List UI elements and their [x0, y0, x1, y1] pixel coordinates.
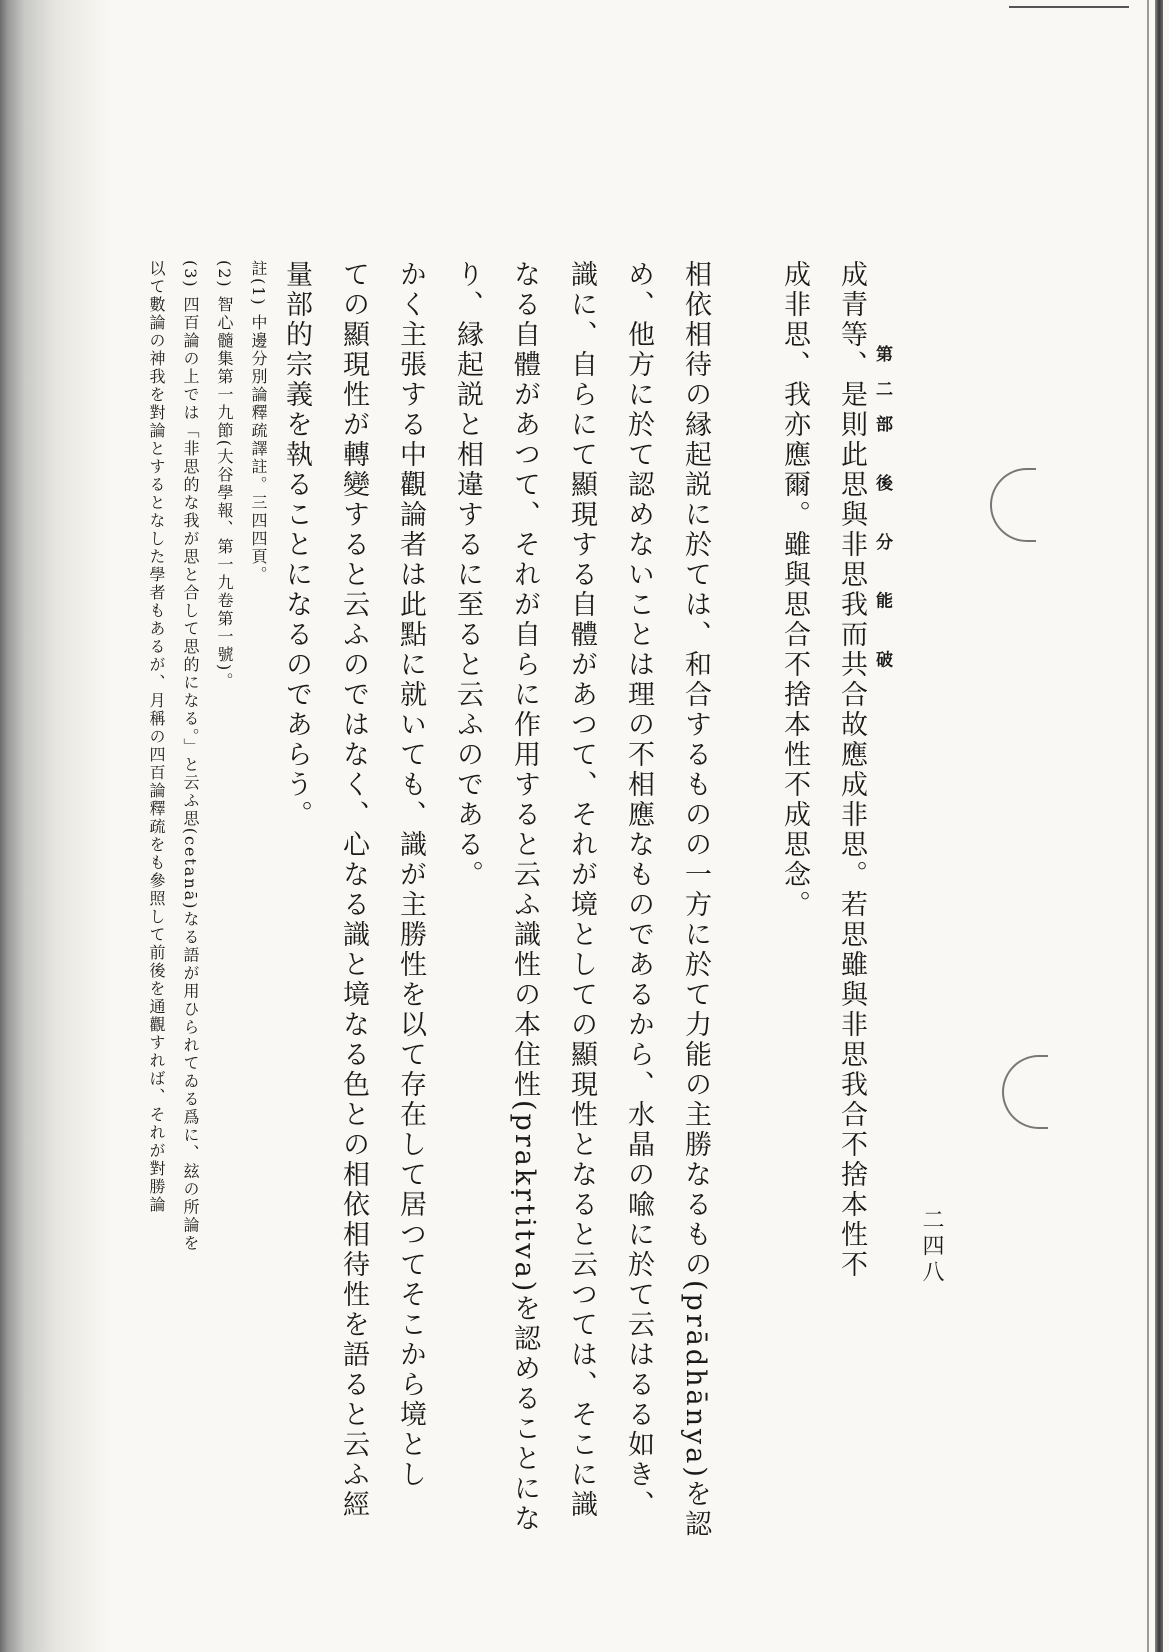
- quote-line: 成非思、我亦應爾。雖與思合不捨本性不成思念。: [779, 260, 810, 920]
- body-line: め、他方に於て認めないことは理の不相應なものであるから、水晶の喩に於て云はるる如き、: [623, 260, 654, 1520]
- binding-edge-line: [1147, 0, 1149, 1652]
- running-head: 第二部 後 分 能 破: [872, 345, 892, 686]
- body-line: 量部的宗義を執ることになるのであらう。: [281, 260, 312, 830]
- body-line: なる自體があつて、それが自らに作用すると云ふ識性の本住性(prakṛtitva)を認めることにな: [509, 260, 540, 1535]
- binding-edge: [1155, 0, 1163, 1652]
- quote-line: 成青等、是則此思與非思我而共合故應成非思。若思雖與非思我合不捨本性不: [836, 260, 867, 1280]
- page-number: 二四八: [919, 1208, 944, 1286]
- body-line: かく主張する中觀論者は此點に就いても、識が主勝性を以て存在して居つてそこから境とし: [395, 260, 426, 1490]
- body-line: り、縁起説と相違するに至ると云ふのである。: [452, 260, 483, 890]
- top-rule: [1009, 6, 1129, 8]
- footnote-line: (2) 智心髓集第一九節(大谷學報、第一九卷第一號)。: [215, 260, 234, 691]
- quoted-passage: [770, 260, 880, 1580]
- footnote-line: (3) 四百論の上では「非思的な我が思と合して思的になる。」と云ふ思(cetanā)なる語が用ひられてゐる爲に、玆の所論を: [181, 260, 200, 1253]
- footnote-line: 註(1) 中邊分別論釋疏譯註。三四四頁。: [249, 260, 268, 584]
- body-line: 識に、自らにて顯現する自體があつて、それが境としての顯現性となると云つては、そこに識: [566, 260, 597, 1520]
- body-line: 相依相待の縁起説に於ては、和合するものの一方に於て力能の主勝なるもの(prādhānya)を認: [680, 260, 711, 1540]
- body-line: ての顯現性が轉變すると云ふのではなく、心なる識と境なる色との相依相待性を語ると云ふ經: [338, 260, 369, 1520]
- scan-shadow: [0, 0, 110, 1652]
- footnote-line: 以て數論の神我を對論とするとなした學者もあるが、月稱の四百論釋疏をも參照して前後を通觀すれば、それが對勝論: [147, 260, 166, 1214]
- body-text: [281, 260, 724, 1580]
- punch-hole-mark: [990, 468, 1036, 542]
- footnotes: [105, 260, 275, 1580]
- punch-hole-mark: [1002, 1055, 1048, 1129]
